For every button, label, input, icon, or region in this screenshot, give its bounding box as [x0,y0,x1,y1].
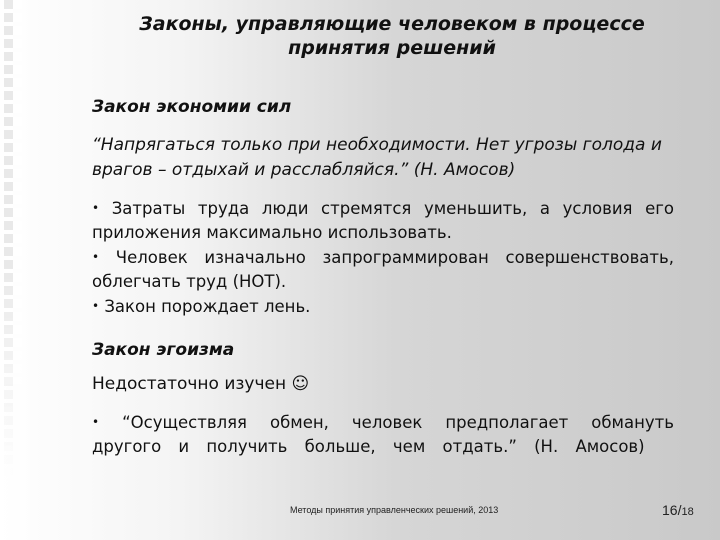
law1-quote: “Напрягаться только при необходимости. Нет угрозы голода и врагов – отдыхай и расслабляйся.” (Н. Амосов) [92,135,662,180]
list-item-text: “Осуществляя обмен, человек предполагает обмануть другого и получить больше, чем отдать.” (Н. Амосов) [92,413,674,456]
page-total: 18 [681,506,694,518]
law2-bullet-list [92,410,674,459]
law1-bullet-list [92,196,674,319]
list-item [92,196,674,245]
bullet-icon: • [92,201,100,215]
list-item-text: Закон порождает лень. [104,297,311,316]
decorative-squares-column [4,0,13,480]
page-separator: / [677,502,682,518]
page-number [662,502,694,518]
bullet-icon: • [92,299,100,313]
footer-caption: Методы принятия управленческих решений, 2013 [290,505,499,515]
list-item-text: Затраты труда люди стремятся уменьшить, а условия его приложения максимально использовать. [92,199,675,242]
law2-heading: Закон эгоизма [92,340,235,360]
list-item [92,245,674,294]
list-item-text: Человек изначально запрограммирован совершенствовать, облегчать труд (НОТ). [92,248,674,291]
bullet-icon: • [92,250,100,264]
page-current: 16 [662,502,678,518]
list-item [92,294,674,319]
list-item [92,410,674,459]
law2-note: Недостаточно изучен ☺ [92,374,310,394]
law1-heading: Закон экономии сил [92,97,292,117]
slide-title: Законы, управляющие человеком в процессе принятия решений [139,13,645,59]
bullet-icon: • [92,415,100,429]
